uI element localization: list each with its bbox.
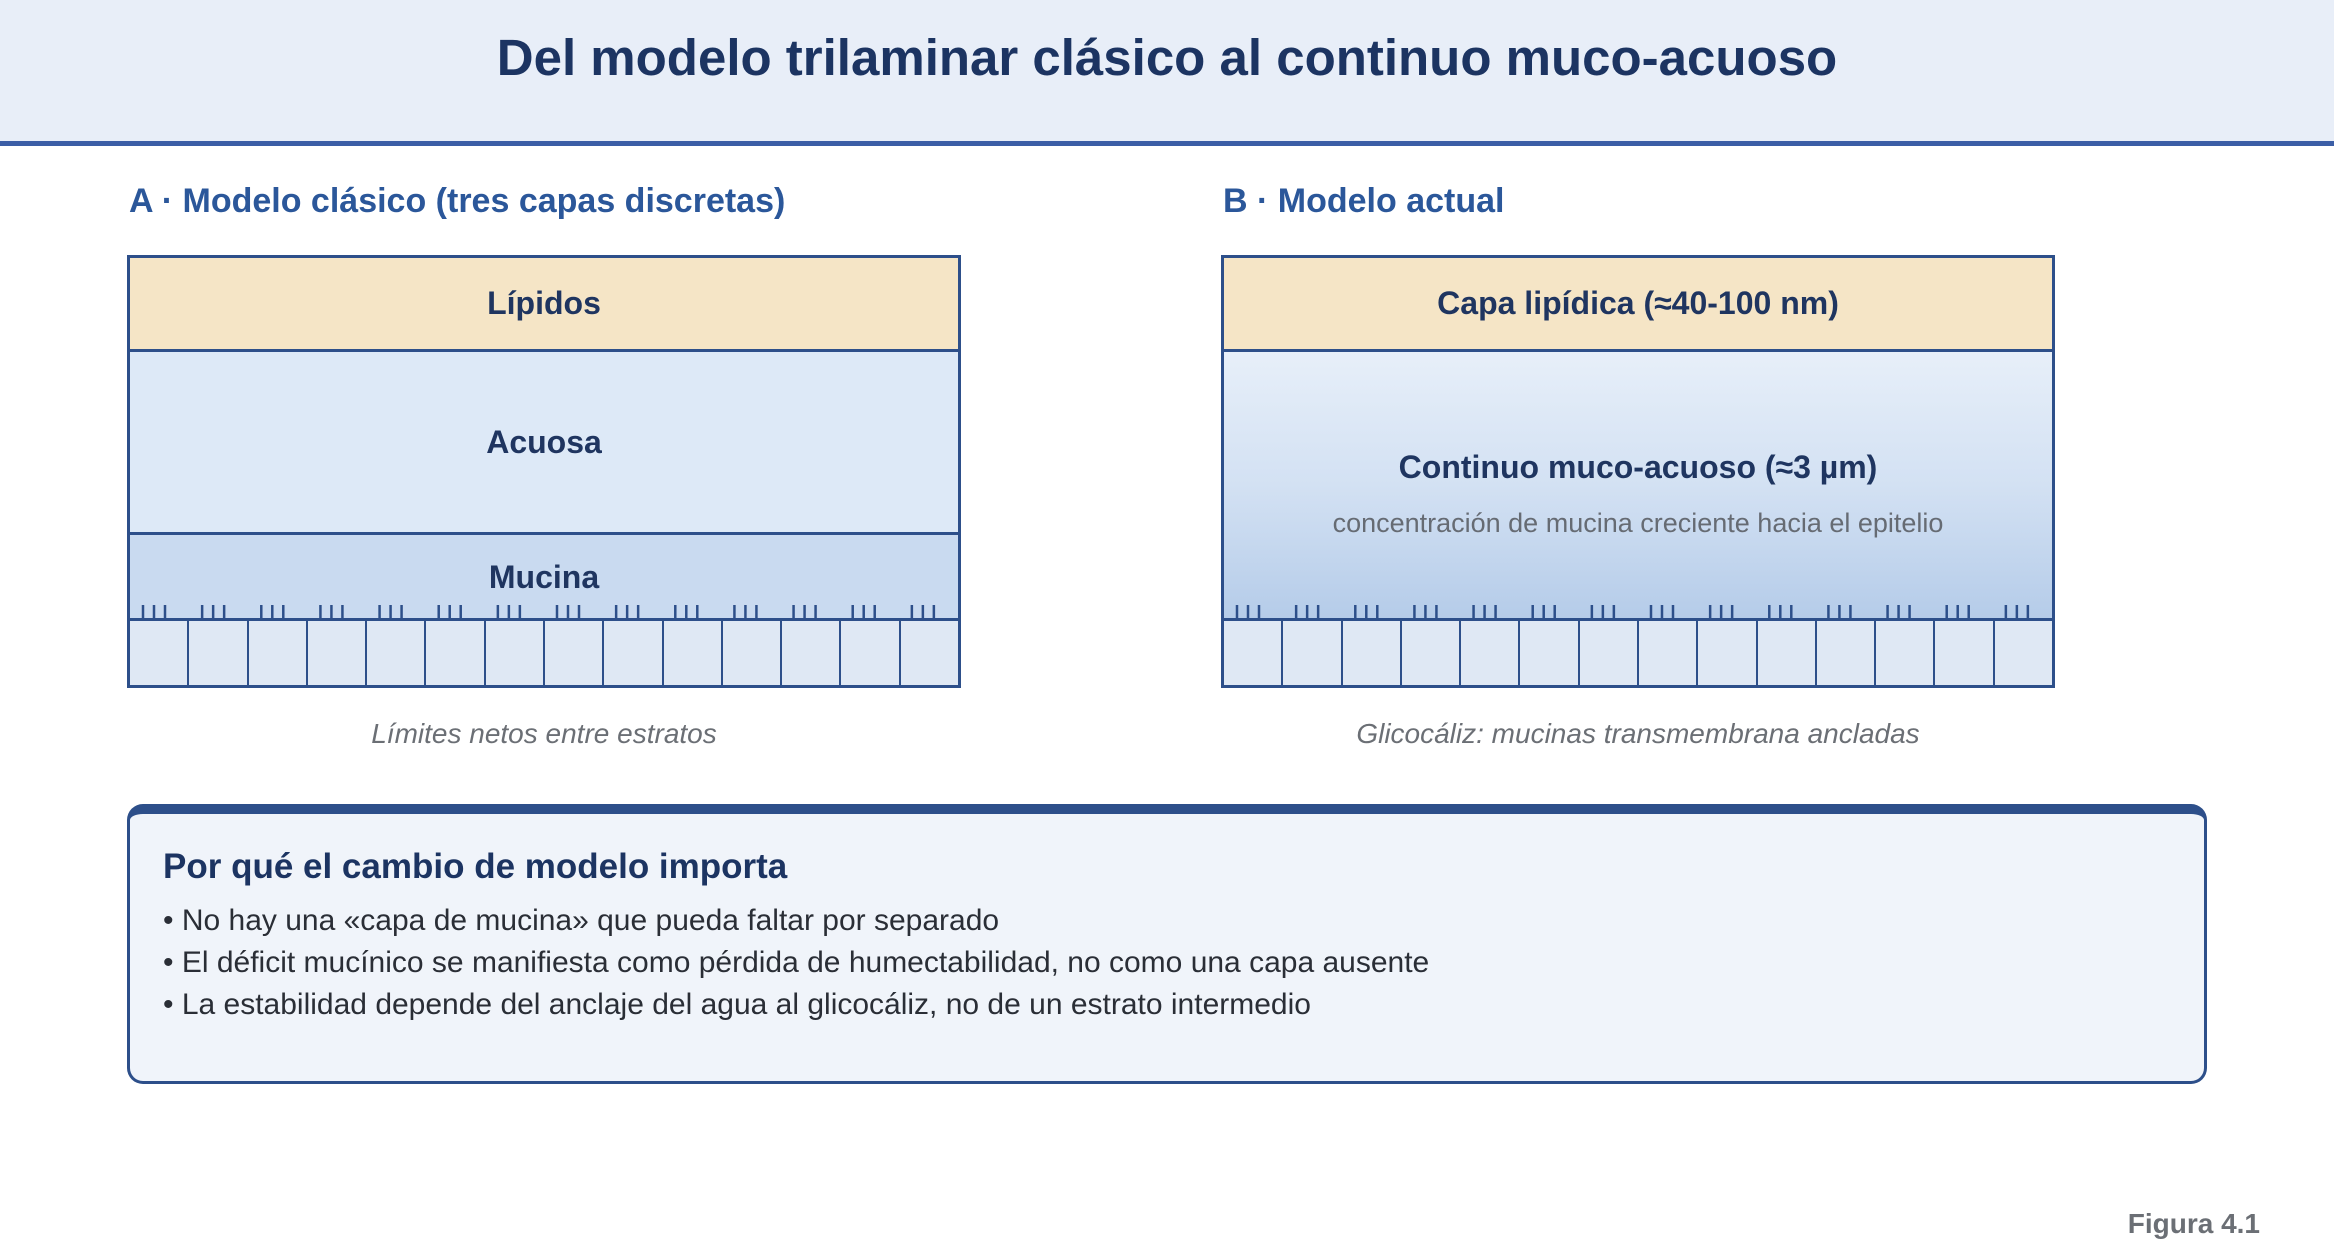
figure-title: Del modelo trilaminar clásico al continuo muco-acuoso	[496, 29, 1838, 86]
epithelial-cell	[1520, 621, 1579, 685]
panel-a-mucin-label: Mucina	[488, 559, 600, 595]
epithelial-cell	[1402, 621, 1461, 685]
epithelial-cell	[1758, 621, 1817, 685]
info-bullet: • No hay una «capa de mucina» que pueda faltar por separado	[163, 904, 1000, 937]
panel-b-caption: Glicocáliz: mucinas transmembrana ancladas	[1356, 718, 1920, 749]
figure-header	[0, 0, 2334, 146]
panel-a-epithelium	[130, 618, 958, 685]
info-box	[127, 804, 2207, 1084]
panel-a-caption: Límites netos entre estratos	[371, 718, 717, 749]
epithelial-cell	[1935, 621, 1994, 685]
epithelial-cell	[1639, 621, 1698, 685]
epithelial-cell	[189, 621, 248, 685]
panel-b-continuum-layer	[1224, 352, 2052, 618]
epithelial-cell	[249, 621, 308, 685]
epithelial-cell	[1698, 621, 1757, 685]
panel-a-aqueous-label: Acuosa	[486, 423, 602, 460]
epithelial-cell	[1224, 621, 1283, 685]
info-box-title: Por qué el cambio de modelo importa	[163, 847, 788, 886]
epithelial-cell	[604, 621, 663, 685]
figure-label: Figura 4.1	[2127, 1208, 2260, 1239]
epithelial-cell	[545, 621, 604, 685]
panel-b-epithelium	[1224, 618, 2052, 685]
epithelial-cell	[901, 621, 958, 685]
epithelial-cell	[664, 621, 723, 685]
epithelial-cell	[1283, 621, 1342, 685]
info-bullet: • El déficit mucínico se manifiesta como pérdida de humectabilidad, no como una capa ausente	[163, 946, 1430, 979]
info-bullet: • La estabilidad depende del anclaje del agua al glicocáliz, no de un estrato intermedio	[163, 988, 1311, 1021]
epithelial-cell	[1817, 621, 1876, 685]
epithelial-cell	[841, 621, 900, 685]
panel-b-lipid-label: Capa lipídica (≈40-100 nm)	[1437, 285, 1839, 321]
epithelial-cell	[782, 621, 841, 685]
epithelial-cell	[1461, 621, 1520, 685]
epithelial-cell	[1343, 621, 1402, 685]
epithelial-cell	[1995, 621, 2052, 685]
panel-b-lipid-layer	[1224, 258, 2052, 352]
panel-a-aqueous-layer	[130, 352, 958, 535]
panel-a-title: A · Modelo clásico (tres capas discretas)	[129, 182, 786, 220]
epithelial-cell	[367, 621, 426, 685]
panel-a-diagram	[127, 255, 961, 688]
epithelial-cell	[308, 621, 367, 685]
epithelial-cell	[130, 621, 189, 685]
info-box-list	[163, 900, 1429, 1026]
epithelial-cell	[1580, 621, 1639, 685]
epithelial-cell	[1876, 621, 1935, 685]
epithelial-cell	[723, 621, 782, 685]
epithelial-cell	[486, 621, 545, 685]
panel-b-continuum-label: Continuo muco-acuoso (≈3 µm)	[1398, 449, 1878, 485]
panel-b-continuum-note: concentración de mucina creciente hacia el epitelio	[1332, 508, 1944, 538]
panel-b-title: B · Modelo actual	[1223, 182, 1505, 220]
epithelial-cell	[426, 621, 485, 685]
panel-a-lipid-label: Lípidos	[487, 285, 601, 321]
panel-a-lipid-layer	[130, 258, 958, 352]
panel-b-diagram	[1221, 255, 2055, 688]
